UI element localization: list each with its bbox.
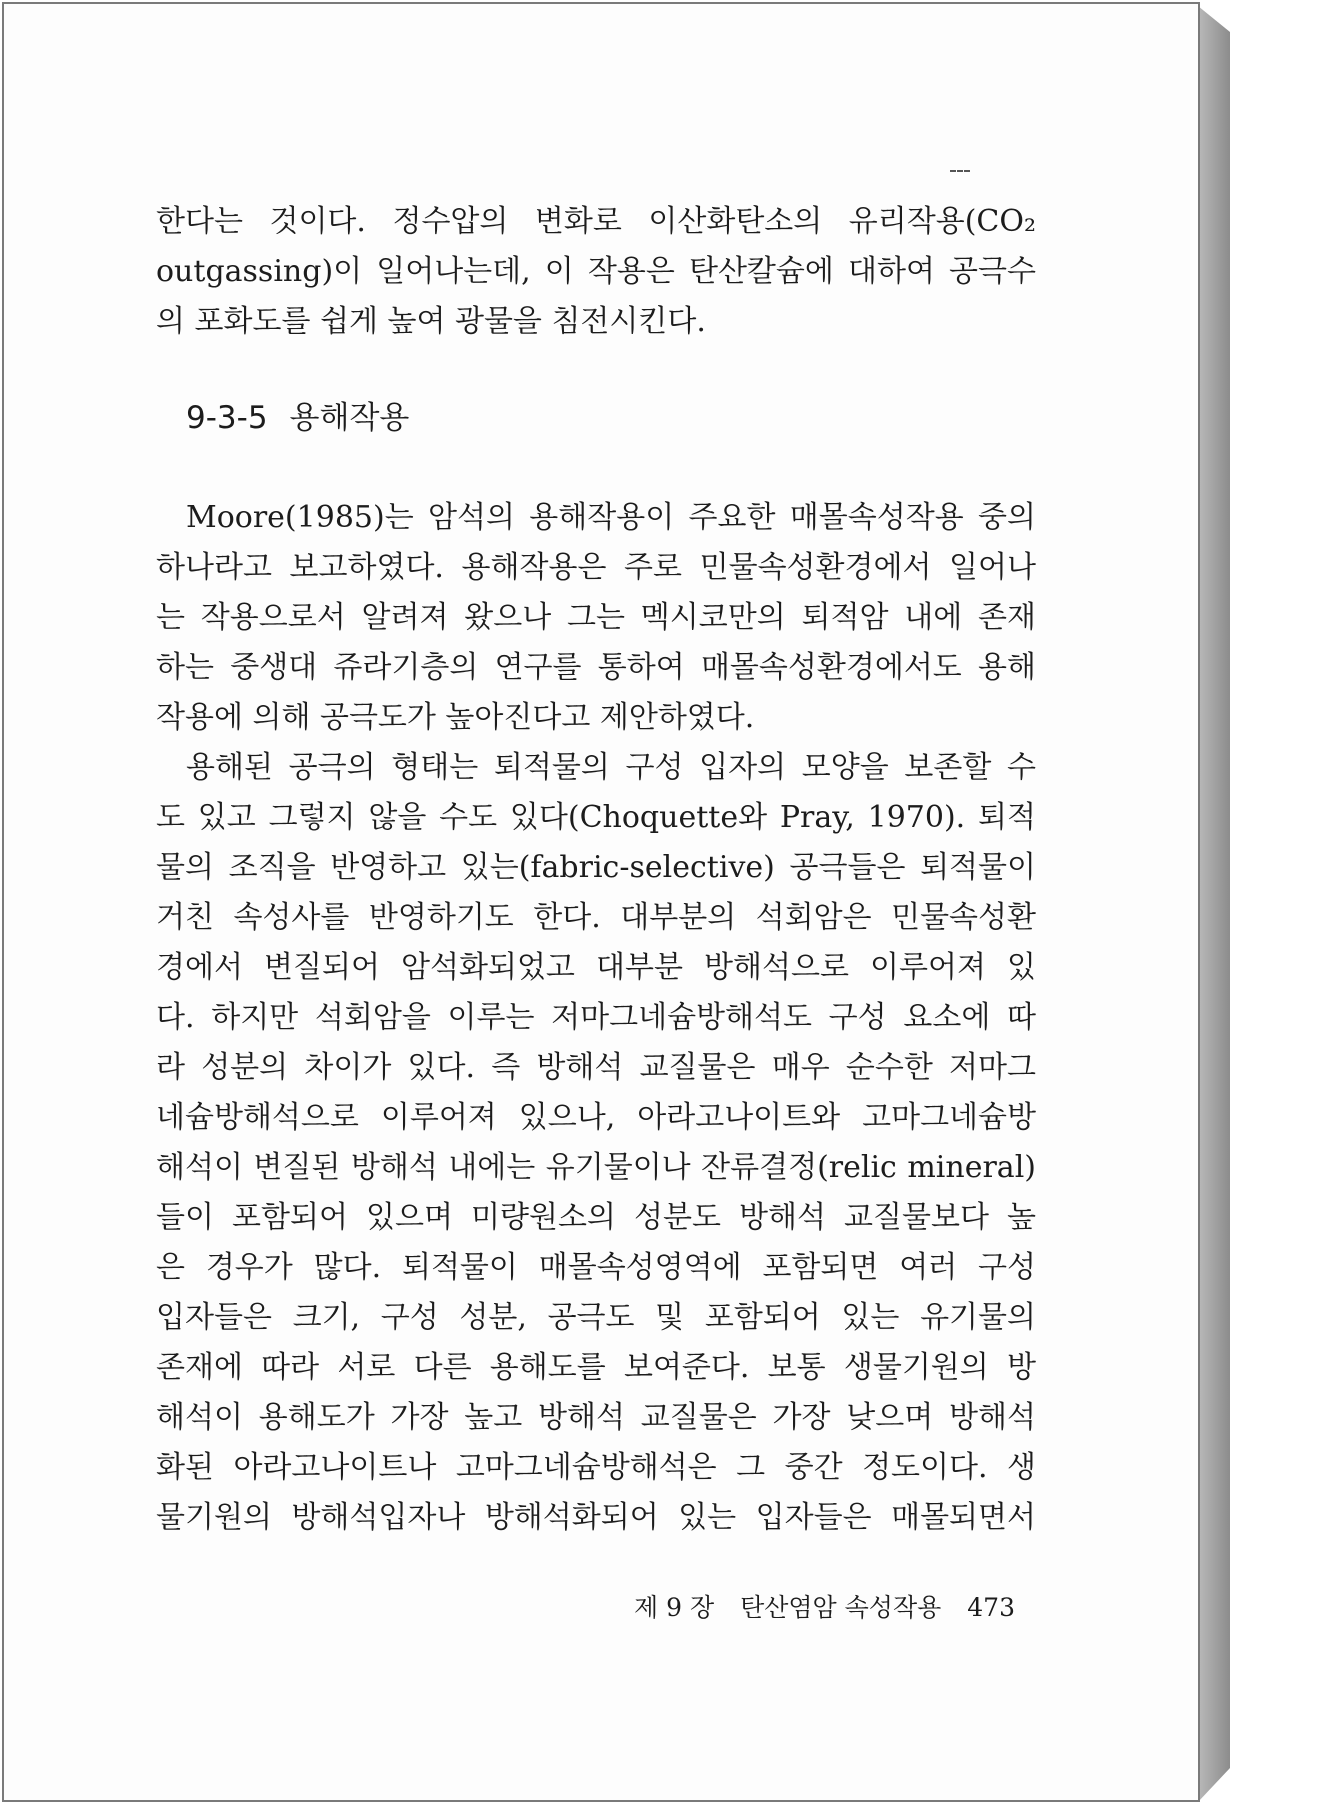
footer-chapter: 제 9 장 [634,1593,715,1622]
page-number: 473 [967,1593,1015,1622]
text-line: 입자들은 크기, 구성 성분, 공극도 및 포함되어 있는 유기물의 [156,1300,1036,1335]
text-line: 라 성분의 차이가 있다. 즉 방해석 교질물은 매우 순수한 저마그 [156,1050,1036,1085]
text-line: Moore(1985)는 암석의 용해작용이 주요한 매몰속성작용 중의 [186,500,1036,535]
paragraph-porosity [156,743,1036,1543]
text-line: 해석이 변질된 방해석 내에는 유기물이나 잔류결정(relic mineral) [156,1150,1036,1185]
text-line: 은 경우가 많다. 퇴적물이 매몰속성영역에 포함되면 여러 구성 [156,1250,1036,1285]
text-line: 물기원의 방해석입자나 방해석화되어 있는 입자들은 매몰되면서 [156,1500,1036,1535]
intro-paragraph [156,197,1036,347]
text-line: 도 있고 그렇지 않을 수도 있다(Choquette와 Pray, 1970). 퇴적 [156,800,1036,835]
page-stack-edge [1198,6,1230,1802]
text-line: 경에서 변질되어 암석화되었고 대부분 방해석으로 이루어져 있 [156,950,1036,985]
margin-mark [950,170,970,174]
section-number: 9-3-5 [186,400,268,436]
text-line: 물의 조직을 반영하고 있는(fabric-selective) 공극들은 퇴적물이 [156,850,1036,885]
section-heading [186,392,409,437]
text-line: 거친 속성사를 반영하기도 한다. 대부분의 석회암은 민물속성환 [156,900,1036,935]
running-footer [634,1588,1015,1624]
text-line: 작용에 의해 공극도가 높아진다고 제안하였다. [156,700,755,735]
text-line: 의 포화도를 쉽게 높여 광물을 침전시킨다. [156,304,706,339]
paragraph-moore [156,493,1036,743]
text-line: 하는 중생대 쥬라기층의 연구를 통하여 매몰속성환경에서도 용해 [156,650,1036,685]
text-line: outgassing)이 일어나는데, 이 작용은 탄산칼슘에 대하여 공극수 [156,254,1036,289]
text-line: 네슘방해석으로 이루어져 있으나, 아라고나이트와 고마그네슘방 [156,1100,1036,1135]
book-page [2,2,1200,1802]
footer-title: 탄산염암 속성작용 [740,1593,942,1622]
text-line: 용해된 공극의 형태는 퇴적물의 구성 입자의 모양을 보존할 수 [186,750,1036,785]
text-line: 한다는 것이다. 정수압의 변화로 이산화탄소의 유리작용(CO₂ [156,204,1036,239]
text-line: 존재에 따라 서로 다른 용해도를 보여준다. 보통 생물기원의 방 [156,1350,1036,1385]
text-line: 해석이 용해도가 가장 높고 방해석 교질물은 가장 낮으며 방해석 [156,1400,1036,1435]
text-line: 는 작용으로서 알려져 왔으나 그는 멕시코만의 퇴적암 내에 존재 [156,600,1036,635]
text-line: 하나라고 보고하였다. 용해작용은 주로 민물속성환경에서 일어나 [156,550,1036,585]
text-line: 들이 포함되어 있으며 미량원소의 성분도 방해석 교질물보다 높 [156,1200,1036,1235]
text-line: 화된 아라고나이트나 고마그네슘방해석은 그 중간 정도이다. 생 [156,1450,1036,1485]
section-title: 용해작용 [289,400,410,436]
text-line: 다. 하지만 석회암을 이루는 저마그네슘방해석도 구성 요소에 따 [156,1000,1036,1035]
